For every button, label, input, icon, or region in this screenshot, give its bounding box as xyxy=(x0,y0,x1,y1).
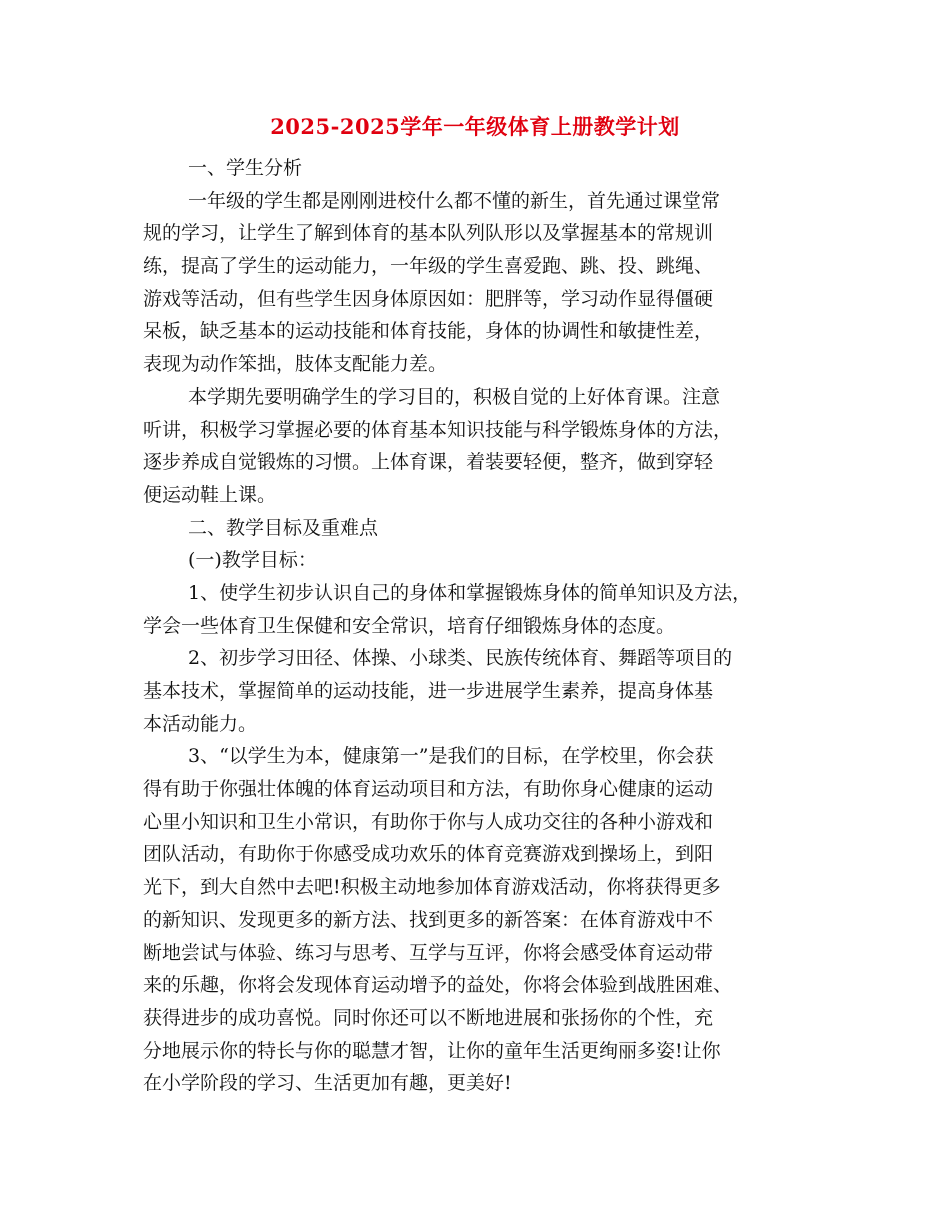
text-line: 本活动能力。 xyxy=(143,712,258,735)
text-line: 一年级的学生都是刚刚进校什么都不懂的新生，首先通过课堂常 xyxy=(188,189,721,212)
text-line: 游戏等活动，但有些学生因身体原因如：肥胖等，学习动作显得僵硬 xyxy=(143,287,714,310)
text-line: 表现为动作笨拙，肢体支配能力差。 xyxy=(143,353,448,376)
text-line: 规的学习，让学生了解到体育的基本队列队形以及掌握基本的常规训 xyxy=(143,222,714,245)
text-line: 断地尝试与体验、练习与思考、互学与互评，你将会感受体育运动带 xyxy=(143,941,714,964)
text-line: 一、学生分析 xyxy=(188,157,303,179)
text-line: 基本技术，掌握简单的运动技能，进一步进展学生素养，提高身体基 xyxy=(143,680,714,702)
text-line: 练，提高了学生的运动能力，一年级的学生喜爱跑、跳、投、跳绳、 xyxy=(143,255,714,278)
text-line: 来的乐趣，你将会发现体育运动增予的益处，你将会体验到战胜困难、 xyxy=(143,974,733,997)
text-line: 团队活动，有助你于你感受成功欢乐的体育竞赛游戏到操场上，到阳 xyxy=(143,843,714,866)
text-line: 光下，到大自然中去吧!积极主动地参加体育游戏活动，你将获得更多 xyxy=(143,876,721,899)
text-line: 本学期先要明确学生的学习目的，积极自觉的上好体育课。注意 xyxy=(188,385,721,408)
text-line: (一)教学目标： xyxy=(188,549,317,572)
text-line: 学会一些体育卫生保健和安全常识，培育仔细锻炼身体的态度。 xyxy=(143,614,676,637)
text-line: 呆板，缺乏基本的运动技能和体育技能，身体的协调性和敏捷性差， xyxy=(143,320,714,343)
text-line: 获得进步的成功喜悦。同时你还可以不断地进展和张扬你的个性，充 xyxy=(143,1006,714,1029)
text-line: 3、“以学生为本，健康第一”是我们的目标，在学校里，你会获 xyxy=(188,745,714,768)
text-line: 听讲，积极学习掌握必要的体育基本知识技能与科学锻炼身体的方法， xyxy=(143,418,733,441)
text-line: 2、初步学习田径、体操、小球类、民族传统体育、舞蹈等项目的 xyxy=(188,647,733,670)
text-line: 分地展示你的特长与你的聪慧才智，让你的童年生活更绚丽多姿!让你 xyxy=(143,1039,721,1062)
text-line: 1、使学生初步认识自己的身体和掌握锻炼身体的简单知识及方法， xyxy=(188,581,752,604)
text-line: 的新知识、发现更多的新方法、找到更多的新答案：在体育游戏中不 xyxy=(143,908,714,931)
document-body xyxy=(143,152,815,1100)
text-line: 得有助于你强壮体魄的体育运动项目和方法，有助你身心健康的运动 xyxy=(143,778,714,801)
text-line: 心里小知识和卫生小常识，有助你于你与人成功交往的各种小游戏和 xyxy=(143,810,714,833)
text-line: 在小学阶段的学习、生活更加有趣，更美好! xyxy=(143,1072,512,1095)
text-line: 逐步养成自觉锻炼的习惯。上体育课，着装要轻便，整齐，做到穿轻 xyxy=(143,451,714,474)
text-line: 便运动鞋上课。 xyxy=(143,483,277,506)
text-line: 二、教学目标及重难点 xyxy=(188,516,379,539)
document-title: 2025-2025学年一年级体育上册教学计划 xyxy=(270,114,680,139)
